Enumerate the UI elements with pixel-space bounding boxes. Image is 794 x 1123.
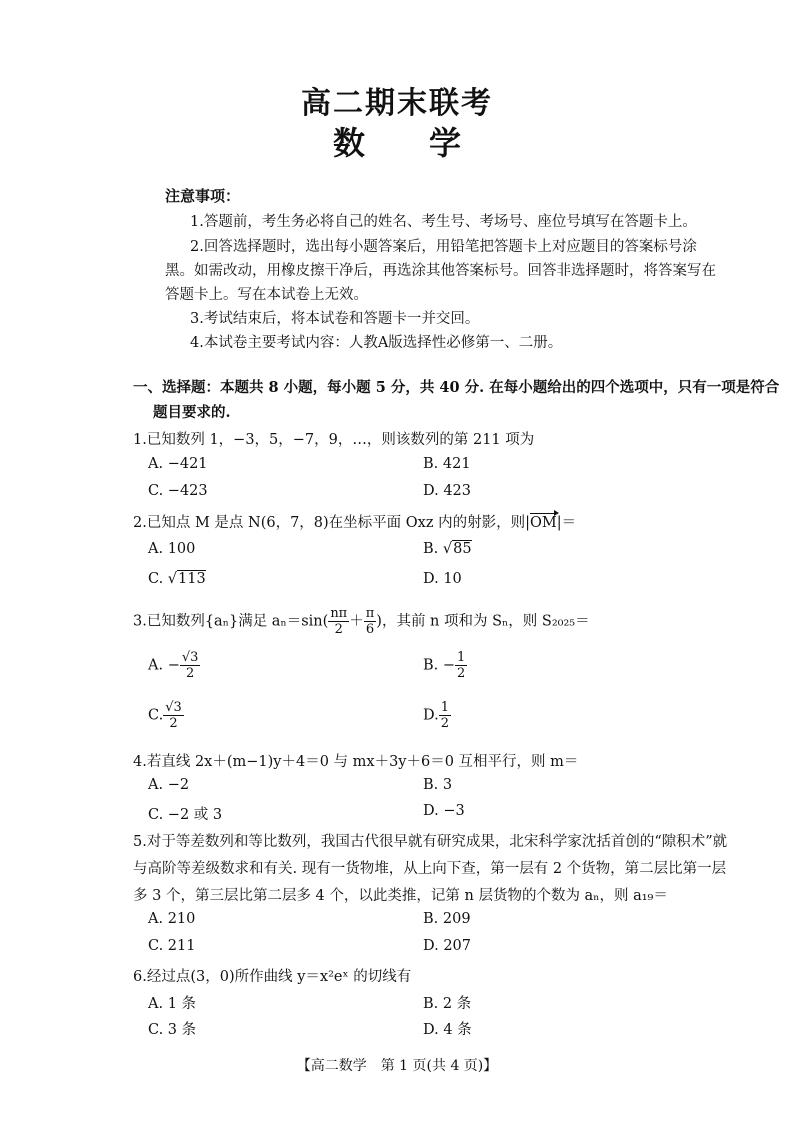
q3-a-label: A. − [148,657,180,674]
question-5-line-1: 5.对于等差数列和等比数列，我国古代很早就有研究成果，北宋科学家沈括首创的“隙积术”就 [133,834,728,850]
q3-frac1-den: 2 [334,622,343,637]
q3-d-num: 1 [440,700,449,715]
subject-char-1: 数 [332,124,365,162]
notice-heading: 注意事项： [165,187,241,205]
q3-option-a [148,650,200,681]
question-3-stem [133,606,590,637]
q3-b-den: 2 [457,666,466,681]
q3-b-fraction [455,650,467,681]
q3-fraction-2 [364,606,377,637]
q2-option-c [148,571,206,587]
subject-title [0,118,794,164]
q2-b-label: B. √ [423,541,453,557]
q4-option-d: D. −3 [423,803,465,819]
section-heading-cont: 题目要求的. [153,404,231,421]
q3-d-fraction [439,700,451,731]
q6-option-d: D. 4 条 [423,1022,472,1038]
notice-line-6: 4.本试卷主要考试内容：人教A版选择性必修第一、二册。 [190,335,563,351]
q5-option-a: A. 210 [148,911,196,927]
q3-stem-text: 3.已知数列{aₙ}满足 aₙ＝sin( [133,613,329,630]
notice-line-2: 2.回答选择题时，选出每小题答案后，用铅笔把答题卡上对应题目的答案标号涂 [190,239,697,255]
notice-line-3: 黑。如需改动，用橡皮擦干净后，再选涂其他答案标号。回答非选择题时，将答案写在 [165,263,716,279]
question-1-stem: 1.已知数列 1，−3，5，−7，9，…，则该数列的第 211 项为 [133,432,535,448]
q3-option-d [423,700,451,731]
q6-option-a: A. 1 条 [148,996,197,1012]
question-4-stem: 4.若直线 2x＋(m−1)y＋4＝0 与 mx＋3y＋6＝0 互相平行，则 m＝ [133,754,579,770]
q5-option-b: B. 209 [423,911,471,927]
q3-frac1-num: nπ [330,606,348,621]
q4-option-c: C. −2 或 3 [148,807,223,823]
q3-frac2-den: 6 [365,622,375,637]
q3-c-fraction [163,700,184,731]
q2-option-a: A. 100 [148,541,196,557]
notice-line-4: 答题卡上。写在本试卷上无效。 [165,287,368,303]
q6-option-c: C. 3 条 [148,1022,197,1038]
vector-om: OM [530,515,557,531]
q3-stem-end: )，其前 n 项和为 Sₙ，则 S₂₀₂₅＝ [376,613,590,630]
q3-option-b [423,650,467,681]
q3-frac2-num: π [365,606,375,621]
q3-b-num: 1 [457,650,466,665]
q2-c-label: C. √ [148,571,178,587]
exam-title: 高二期末联考 [301,86,493,121]
q2-option-d: D. 10 [423,571,462,587]
q2-option-b [423,541,472,557]
q4-option-b: B. 3 [423,777,453,793]
q3-a-fraction [180,650,201,681]
q3-c-label: C. [148,707,164,724]
q5-option-d: D. 207 [423,938,472,954]
notice-line-1: 1.答题前，考生务必将自己的姓名、考生号、考场号、座位号填写在答题卡上。 [190,214,697,230]
q1-option-b: B. 421 [423,456,471,472]
q2-stem-end: |＝ [556,515,577,531]
q1-option-a: A. −421 [148,456,208,472]
q4-option-a: A. −2 [148,777,190,793]
question-5-line-3: 多 3 个，第三层比第二层多 4 个，以此类推，记第 n 层货物的个数为 aₙ，则 a₁₉＝ [133,888,668,904]
q3-plus: ＋ [349,613,364,630]
question-5-line-2: 与高阶等差级数求和有关. 现有一货物堆，从上向下查，第一层有 2 个货物，第二层比第一层 [133,861,727,877]
q3-c-num: √3 [165,700,182,715]
q2-c-radicand: 113 [178,571,206,587]
q5-option-c: C. 211 [148,938,196,954]
q3-fraction-1 [328,606,349,637]
q1-option-c: C. −423 [148,483,208,499]
q3-d-label: D. [423,707,439,724]
q3-c-den: 2 [169,716,178,731]
notice-line-5: 3.考试结束后，将本试卷和答题卡一并交回。 [190,311,480,327]
q1-option-d: D. 423 [423,483,472,499]
q3-b-label: B. − [423,657,456,674]
q6-option-b: B. 2 条 [423,996,472,1012]
question-6-stem: 6.经过点(3，0)所作曲线 y＝x²eˣ 的切线有 [133,969,412,985]
q3-a-den: 2 [185,666,195,681]
page-footer: 【高二数学 第 1 页(共 4 页)】 [296,1058,498,1074]
q2-b-radicand: 85 [453,541,472,557]
q3-option-c [148,700,184,731]
question-2-stem [133,511,576,532]
q3-a-num: √3 [181,650,199,665]
subject-char-2: 学 [429,124,462,162]
q3-d-den: 2 [440,716,449,731]
section-heading: 一、选择题：本题共 8 小题，每小题 5 分，共 40 分. 在每小题给出的四个选项中，只有一项是符合 [133,379,780,396]
q2-stem-text: 2.已知点 M 是点 N(6，7，8)在坐标平面 Oxz 内的射影，则| [133,515,530,531]
